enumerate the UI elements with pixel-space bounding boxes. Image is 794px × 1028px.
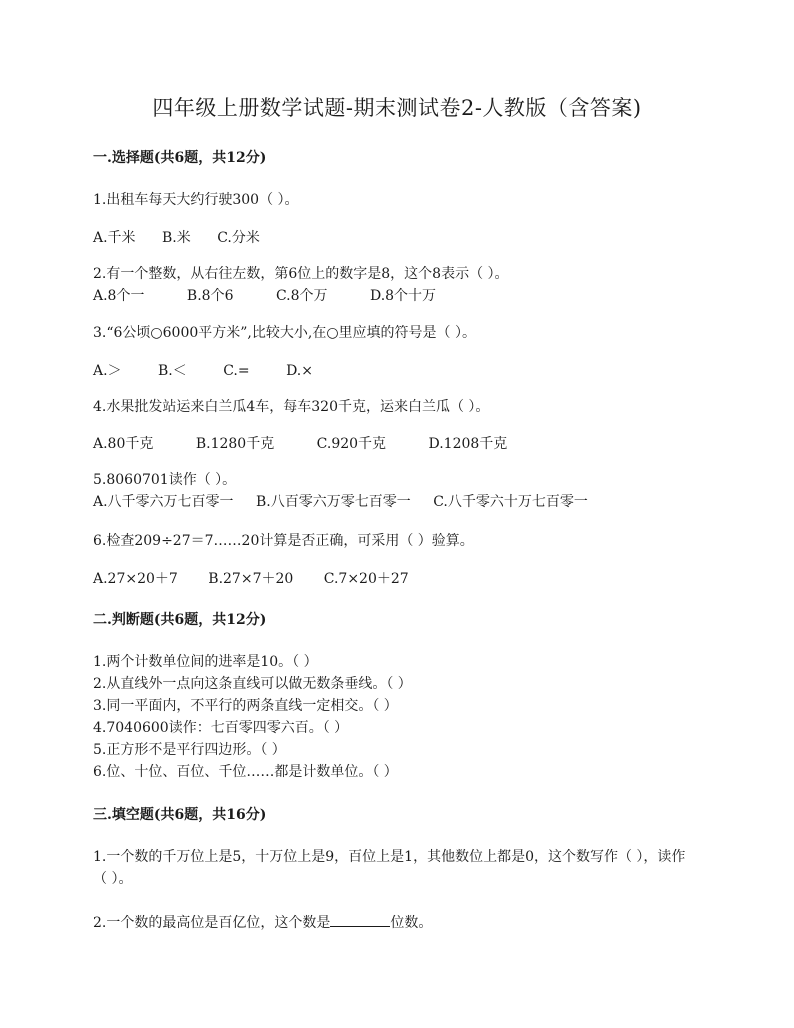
- question-text: 4.水果批发站运来白兰瓜4车，每车320千克，运来白兰瓜（ ）。: [93, 399, 490, 415]
- option: A.80千克: [93, 436, 154, 452]
- question-text: 2.有一个整数，从右往左数，第6位上的数字是8，这个8表示（ ）。: [93, 266, 509, 282]
- question-text: 1.出租车每天大约行驶300（ ）。: [93, 192, 299, 208]
- judge-item: 1.两个计数单位间的进率是10。（ ）: [93, 654, 318, 670]
- fill-question: [93, 912, 432, 932]
- option: D.8个十万: [369, 288, 437, 304]
- option: D.×: [286, 363, 313, 379]
- options-row: [93, 570, 409, 588]
- option: A.27×20＋7: [93, 571, 178, 587]
- answer-blank[interactable]: [330, 912, 390, 927]
- section-heading-choice: 一.选择题(共6题，共12分): [93, 150, 267, 166]
- option: A.八千零六万七百零一: [93, 494, 234, 510]
- option: B.八百零六万零七百零一: [256, 494, 411, 510]
- option: A.千米: [93, 230, 136, 246]
- section-heading-fill: 三.填空题(共6题，共16分): [93, 807, 267, 823]
- fill-question-text: 2.一个数的最高位是百亿位，这个数是: [93, 915, 331, 931]
- judge-item: 5.正方形不是平行四边形。（ ）: [93, 742, 286, 758]
- options-row: [93, 435, 507, 453]
- option: A.＞: [93, 363, 122, 379]
- page-title: 四年级上册数学试题-期末测试卷2-人教版（含答案): [152, 96, 642, 120]
- question-text: 3.“6公顷○6000平方米”,比较大小,在○里应填的符号是（ ）。: [93, 325, 476, 341]
- judge-item: 4.7040600读作：七百零四零六百。（ ）: [93, 720, 349, 736]
- options-row: [93, 362, 313, 380]
- option: B.1280千克: [195, 436, 275, 452]
- fill-question-text: 位数。: [390, 915, 433, 931]
- section-heading-judge: 二.判断题(共6题，共12分): [93, 612, 267, 628]
- judge-item: 3.同一平面内，不平行的两条直线一定相交。（ ）: [93, 698, 398, 714]
- fill-question: 1.一个数的千万位上是5，十万位上是9，百位上是1，其他数位上都是0，这个数写作（ ），读作（ ）。: [93, 849, 686, 887]
- option: C.920千克: [316, 436, 387, 452]
- judge-item: 6.位、十位、百位、千位……都是计数单位。（ ）: [93, 764, 398, 780]
- judge-item: 2.从直线外一点向这条直线可以做无数条垂线。（ ）: [93, 676, 412, 692]
- option: C.八千零六十万七百零一: [433, 494, 588, 510]
- option: C.=: [223, 363, 250, 379]
- option: C.分米: [217, 230, 260, 246]
- option: B.米: [162, 230, 191, 246]
- question-text: 6.检查209÷27＝7……20计算是否正确，可采用（ ）验算。: [93, 533, 474, 549]
- option: B.8个6: [186, 288, 234, 304]
- options-row: [93, 229, 260, 247]
- option: C.8个万: [275, 288, 328, 304]
- option: D.1208千克: [428, 436, 508, 452]
- options-row: [93, 287, 436, 305]
- option: A.8个一: [93, 288, 145, 304]
- option: C.7×20＋27: [323, 571, 409, 587]
- option: B.27×7＋20: [208, 571, 294, 587]
- option: B.＜: [158, 363, 187, 379]
- options-row: [93, 493, 588, 511]
- question-text: 5.8060701读作（ ）。: [93, 472, 237, 488]
